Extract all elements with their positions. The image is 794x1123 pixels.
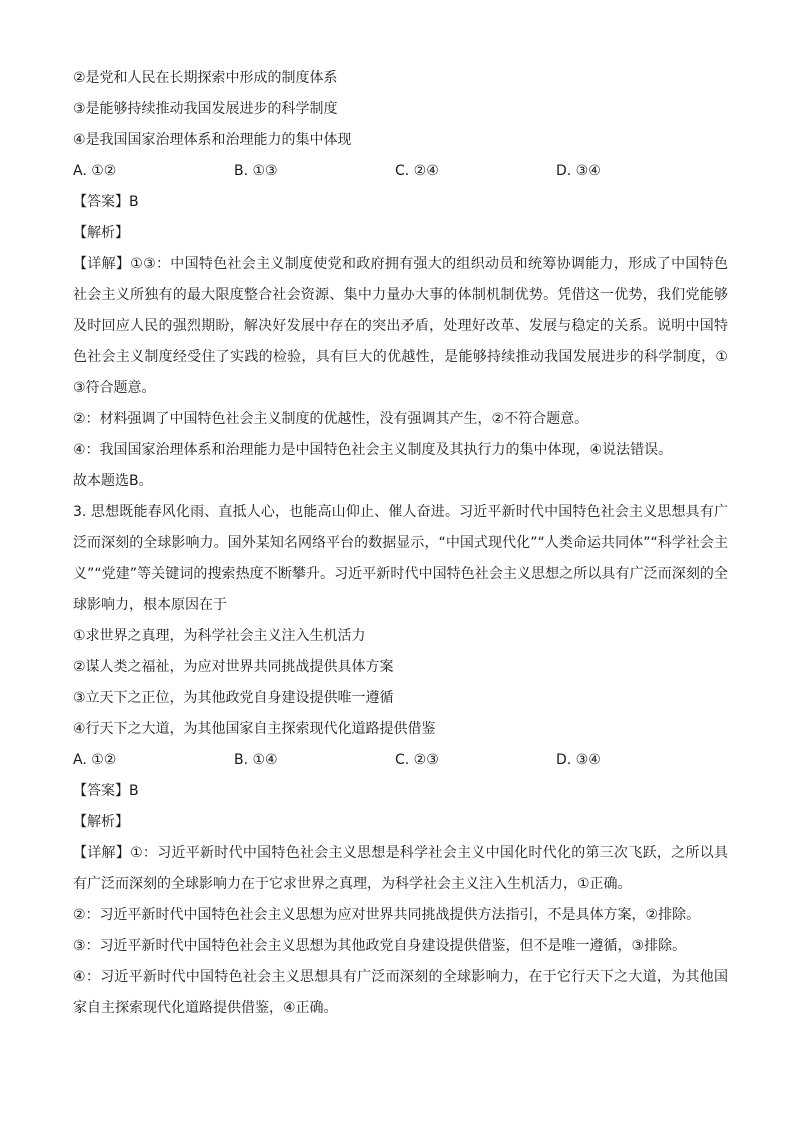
q3-option-c: C. ②③ [395,752,439,768]
q2-answer: 【答案】B [73,194,139,210]
q2-conclusion: 故本题选B。 [73,473,153,489]
q2-statement-3: ③是能够持续推动我国发展进步的科学制度 [73,101,338,117]
q2-statement-4: ④是我国国家治理体系和治理能力的集中体现 [73,132,352,148]
q2-note-2: ②：材料强调了中国特色社会主义制度的优越性，没有强调其产生，②不符合题意。 [73,411,589,427]
q3-analysis-label: 【解析】 [73,814,129,830]
q2-note-4: ④：我国国家治理体系和治理能力是中国特色社会主义制度及其执行力的集中体现，④说法错误。 [73,442,673,458]
q3-option-d: D. ③④ [556,752,601,768]
q2-option-c: C. ②④ [395,163,439,179]
q3-options [73,745,728,776]
q2-option-d: D. ③④ [556,163,601,179]
q3-note-3: ③：习近平新时代中国特色社会主义思想为其他政党自身建设提供借鉴，但不是唯一遵循，③排除。 [73,938,687,954]
q3-note-2: ②：习近平新时代中国特色社会主义思想为应对世界共同挑战提供方法指引，不是具体方案，②排除。 [73,907,701,923]
q3-statement-1: ①求世界之真理，为科学社会主义注入生机活力 [73,628,366,644]
q2-analysis-label: 【解析】 [73,225,129,241]
q3-detail: 【详解】①：习近平新时代中国特色社会主义思想是科学社会主义中国化时代化的第三次飞跃，之所以具有广泛而深刻的全球影响力在于它求世界之真理，为科学社会主义注入生机活力，①正确。 [73,845,728,892]
q2-detail: 【详解】①③：中国特色社会主义制度使党和政府拥有强大的组织动员和统筹协调能力，形成了中国特色社会主义所独有的最大限度整合社会资源、集中力量办大事的体制机制优势。凭借这一优势，我们党能够及时回应人民的强烈期盼，解决好发展中存在的突出矛盾，处理好改革、发展与稳定的关系。说明中国特色社会主义制度经受住了实践的检验，具有巨大的优越性，是能够持续推动我国发展进步的科学制度，①③符合题意。 [73,256,728,396]
q3-option-b: B. ①④ [234,752,278,768]
q3-note-4: ④：习近平新时代中国特色社会主义思想具有广泛而深刻的全球影响力，在于它行天下之大道，为其他国家自主探索现代化道路提供借鉴，④正确。 [73,969,728,1016]
q2-option-a: A. ①② [73,163,117,179]
q3-option-a: A. ①② [73,752,117,768]
q3-answer: 【答案】B [73,783,139,799]
q3-stem: 3. 思想既能春风化雨、直抵人心，也能高山仰止、催人奋进。习近平新时代中国特色社会主义思想具有广泛而深刻的全球影响力。国外某知名网络平台的数据显示，“中国式现代化”“人类命运共同体”“科学社会主义”“党建”等关键词的搜索热度不断攀升。习近平新时代中国特色社会主义思想之所以具有广泛而深刻的全球影响力，根本原因在于 [73,504,728,613]
q3-statement-2: ②谋人类之福祉，为应对世界共同挑战提供具体方案 [73,659,394,675]
document-page [73,63,728,1024]
q2-options [73,156,728,187]
q2-option-b: B. ①③ [234,163,278,179]
q3-statement-3: ③立天下之正位，为其他政党自身建设提供唯一遵循 [73,690,394,706]
q2-statement-2: ②是党和人民在长期探索中形成的制度体系 [73,70,338,86]
q3-statement-4: ④行天下之大道，为其他国家自主探索现代化道路提供借鉴 [73,721,436,737]
